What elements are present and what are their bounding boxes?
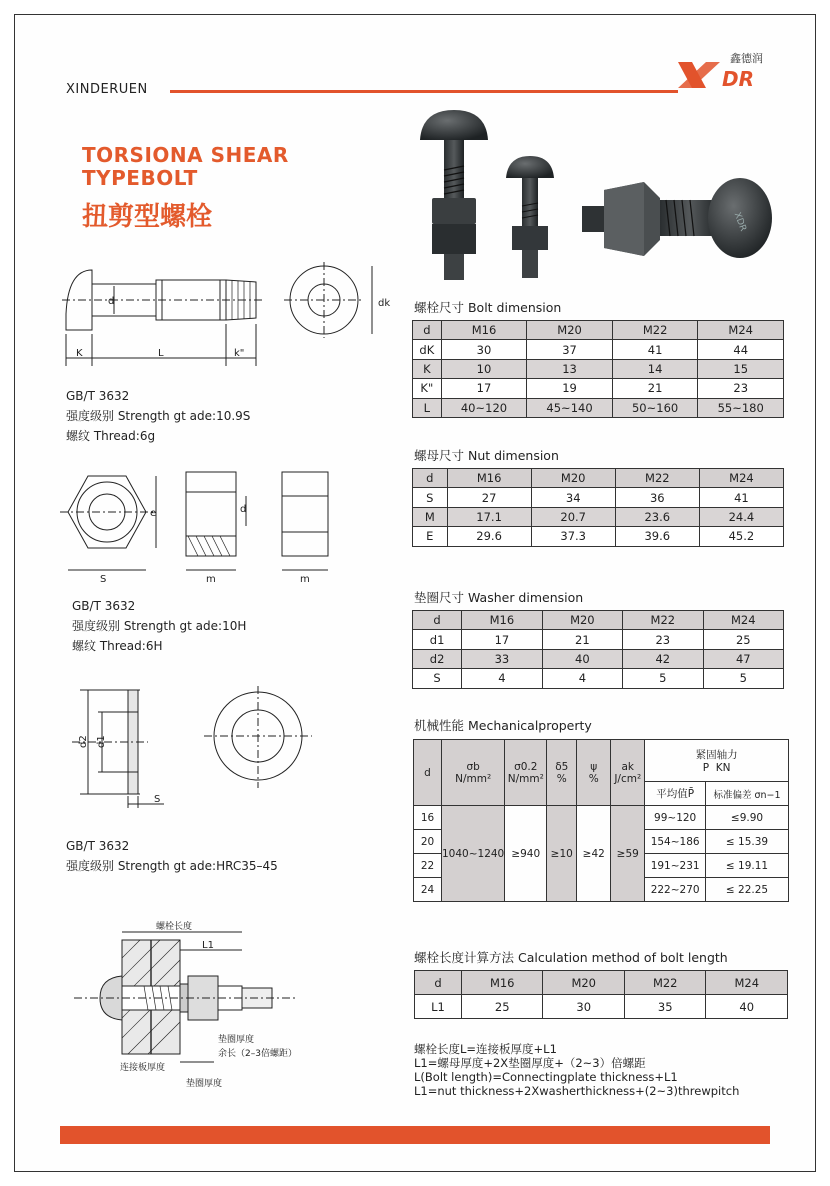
table-cell: 40 <box>706 995 788 1019</box>
table-cell: 4 <box>542 669 622 688</box>
table-cell: 36 <box>615 488 699 507</box>
table-row <box>413 340 784 359</box>
table-cell: 10 <box>441 359 527 378</box>
mech-size: 16 <box>414 806 442 830</box>
table-header-row <box>413 469 784 488</box>
table-cell: K <box>413 359 442 378</box>
table-cell: 21 <box>542 630 622 649</box>
nut-spec-grade: 强度级别 Strength gt ade:10H <box>72 619 247 633</box>
header-cell: d <box>413 469 448 488</box>
table-cell: E <box>413 527 448 546</box>
dim-s: S <box>100 574 107 584</box>
table-cell: 13 <box>527 359 613 378</box>
table-cell: 47 <box>703 649 783 668</box>
label-washer-thickness-2: 垫圈厚度 <box>186 1079 223 1089</box>
table-cell: L1 <box>415 995 462 1019</box>
dim-dk: dk <box>378 298 391 309</box>
table-row <box>413 359 784 378</box>
logo-chinese: 鑫德润 <box>730 52 763 65</box>
mech-avg: 99~120 <box>645 806 706 830</box>
table-cell: 19 <box>527 379 613 398</box>
length-table-title: 螺栓长度计算方法 Calculation method of bolt length <box>414 950 728 965</box>
table-cell: K" <box>413 379 442 398</box>
header-cell: M16 <box>447 469 531 488</box>
table-cell: 34 <box>531 488 615 507</box>
washer-drawing <box>72 684 322 814</box>
table-cell: 23 <box>698 379 784 398</box>
table-cell: L <box>413 398 442 417</box>
table-cell: 5 <box>623 669 703 688</box>
header-cell: M22 <box>623 611 703 630</box>
bolt-spec-grade: 强度级别 Strength gt ade:10.9S <box>66 409 251 423</box>
mech-avg: 222~270 <box>645 878 706 902</box>
mech-table-title: 机械性能 Mechanicalproperty <box>414 718 592 733</box>
table-cell: 35 <box>624 995 706 1019</box>
table-header-row <box>415 971 788 995</box>
bolt-spec-standard: GB/T 3632 <box>66 389 130 403</box>
table-cell: d2 <box>413 649 462 668</box>
dim-k: K <box>76 348 83 359</box>
washer-spec-grade: 强度级别 Strength gt ade:HRC35–45 <box>66 859 278 873</box>
table-row <box>413 398 784 417</box>
table-cell: d1 <box>413 630 462 649</box>
table-cell: 37 <box>527 340 613 359</box>
length-notes <box>414 1042 739 1098</box>
mech-h-sb: σb N/mm² <box>442 740 505 806</box>
title-chinese: 扭剪型螺栓 <box>82 202 213 232</box>
nut-dimension-table <box>412 468 784 547</box>
mech-avg: 154~186 <box>645 830 706 854</box>
table-cell: 17 <box>462 630 542 649</box>
table-cell: dK <box>413 340 442 359</box>
table-row <box>413 669 784 688</box>
mech-std: ≤ 19.11 <box>706 854 789 878</box>
table-cell: 4 <box>462 669 542 688</box>
bolt-drawing <box>62 258 392 370</box>
header-cell: M16 <box>461 971 543 995</box>
table-cell: 39.6 <box>615 527 699 546</box>
mech-d5: ≥10 <box>547 806 577 902</box>
washer-spec-standard: GB/T 3632 <box>66 839 130 853</box>
table-cell: 27 <box>447 488 531 507</box>
mechanical-property-table <box>413 739 789 902</box>
washer-spec <box>66 836 278 876</box>
mech-psi: ≥42 <box>577 806 611 902</box>
header-cell: d <box>415 971 462 995</box>
header-cell: M20 <box>531 469 615 488</box>
table-row <box>413 379 784 398</box>
mech-h-ak: ak J/cm² <box>611 740 645 806</box>
nut-drawing <box>60 462 360 584</box>
installation-drawing <box>64 918 364 1094</box>
mech-h-d5: δ5 % <box>547 740 577 806</box>
dim-l: L <box>158 348 164 359</box>
table-row <box>413 488 784 507</box>
dim-d1: d1 <box>96 735 107 748</box>
table-header-row <box>413 321 784 340</box>
mech-std: ≤9.90 <box>706 806 789 830</box>
nut-spec-standard: GB/T 3632 <box>72 599 136 613</box>
mech-size: 22 <box>414 854 442 878</box>
mech-avg: 191~231 <box>645 854 706 878</box>
table-cell: 23.6 <box>615 507 699 526</box>
table-cell: 33 <box>462 649 542 668</box>
header-cell: M16 <box>462 611 542 630</box>
mech-h-std: 标准偏差 σn−1 <box>706 782 789 806</box>
note-line: L1=nut thickness+2Xwasherthickness+(2~3)threwpitch <box>414 1084 740 1098</box>
header-cell: M24 <box>698 321 784 340</box>
label-washer-thickness: 垫圈厚度 <box>218 1035 255 1045</box>
table-cell: 5 <box>703 669 783 688</box>
bolt-spec <box>66 386 250 446</box>
dim-d2: d2 <box>78 735 89 748</box>
table-cell: 29.6 <box>447 527 531 546</box>
header-rule <box>170 90 678 93</box>
note-line: 螺栓长度L=连接板厚度+L1 <box>414 1042 557 1056</box>
table-cell: M <box>413 507 448 526</box>
label-plate-thickness: 连接板厚度 <box>120 1063 166 1073</box>
mech-size: 20 <box>414 830 442 854</box>
table-cell: 50~160 <box>612 398 698 417</box>
table-cell: 15 <box>698 359 784 378</box>
nut-spec-thread: 螺纹 Thread:6H <box>72 639 163 653</box>
product-photo <box>414 108 786 294</box>
header-cell: M24 <box>706 971 788 995</box>
header-cell: M22 <box>612 321 698 340</box>
dim-washer-s: S <box>154 794 161 805</box>
table-cell: 17 <box>441 379 527 398</box>
table-row <box>413 649 784 668</box>
table-cell: 24.4 <box>699 507 783 526</box>
bolt-spec-thread: 螺纹 Thread:6g <box>66 429 156 443</box>
brand-name: XINDERUEN <box>66 82 148 97</box>
mech-h-d: d <box>414 740 442 806</box>
table-row <box>413 507 784 526</box>
header-cell: M22 <box>615 469 699 488</box>
table-cell: 44 <box>698 340 784 359</box>
dim-m2: m <box>300 574 310 584</box>
mech-size: 24 <box>414 878 442 902</box>
nut-spec <box>72 596 246 656</box>
table-cell: 41 <box>612 340 698 359</box>
header-cell: d <box>413 321 442 340</box>
table-cell: 23 <box>623 630 703 649</box>
table-cell: 21 <box>612 379 698 398</box>
table-cell: 17.1 <box>447 507 531 526</box>
length-calc-table <box>414 970 788 1019</box>
table-cell: 55~180 <box>698 398 784 417</box>
note-line: L(Bolt length)=Connectingplate thickness+L1 <box>414 1070 678 1084</box>
title-english <box>82 144 289 190</box>
dim-d: d <box>108 296 115 307</box>
table-cell: 40 <box>542 649 622 668</box>
mech-std: ≤ 15.39 <box>706 830 789 854</box>
table-cell: 45.2 <box>699 527 783 546</box>
header-cell: M24 <box>699 469 783 488</box>
dim-k2: k" <box>234 348 245 359</box>
header-cell: M16 <box>441 321 527 340</box>
bolt-table-title: 螺栓尺寸 Bolt dimension <box>414 300 562 315</box>
washer-dimension-table <box>412 610 784 689</box>
footer-bar <box>60 1126 770 1144</box>
header-cell: M20 <box>542 611 622 630</box>
mech-h-avg: 平均值P̄ <box>645 782 706 806</box>
table-cell: 25 <box>703 630 783 649</box>
table-cell: 42 <box>623 649 703 668</box>
svg-text:XDR: XDR <box>731 211 748 233</box>
label-bolt-length: 螺栓长度 <box>156 922 193 932</box>
mech-ak: ≥59 <box>611 806 645 902</box>
title-line1: TORSIONA SHEAR <box>82 143 289 167</box>
table-row <box>415 995 788 1019</box>
washer-table-title: 垫圈尺寸 Washer dimension <box>414 590 584 605</box>
dim-nut-d: d <box>240 504 247 515</box>
svg-text:DR: DR <box>722 67 755 91</box>
mech-h-psi: ψ % <box>577 740 611 806</box>
table-cell: 45~140 <box>527 398 613 417</box>
header-cell: M20 <box>543 971 625 995</box>
table-row <box>413 630 784 649</box>
label-l1: L1 <box>202 940 214 951</box>
dim-m1: m <box>206 574 216 584</box>
header-cell: d <box>413 611 462 630</box>
table-cell: 40~120 <box>441 398 527 417</box>
nut-table-title: 螺母尺寸 Nut dimension <box>414 448 559 463</box>
header-cell: M22 <box>624 971 706 995</box>
table-cell: 14 <box>612 359 698 378</box>
table-cell: S <box>413 669 462 688</box>
title-line2: TYPEBOLT <box>82 166 198 190</box>
table-cell: 30 <box>543 995 625 1019</box>
mech-s02: ≥940 <box>505 806 547 902</box>
header-cell: M24 <box>703 611 783 630</box>
mech-std: ≤ 22.25 <box>706 878 789 902</box>
table-cell: 20.7 <box>531 507 615 526</box>
table-cell: 37.3 <box>531 527 615 546</box>
table-cell: S <box>413 488 448 507</box>
table-row <box>413 527 784 546</box>
mech-h-p: 紧固轴力 P KN <box>645 740 789 782</box>
table-cell: 41 <box>699 488 783 507</box>
table-header-row <box>413 611 784 630</box>
mech-sb: 1040~1240 <box>442 806 505 902</box>
table-cell: 30 <box>441 340 527 359</box>
dim-e: e <box>150 508 157 519</box>
note-line: L1=螺母厚度+2X垫圈厚度+（2~3）倍螺距 <box>414 1056 646 1070</box>
label-extra-length: 余长（2–3倍螺距） <box>218 1049 297 1059</box>
bolt-dimension-table <box>412 320 784 418</box>
table-cell: 25 <box>461 995 543 1019</box>
header-cell: M20 <box>527 321 613 340</box>
mech-h-s02: σ0.2 N/mm² <box>505 740 547 806</box>
